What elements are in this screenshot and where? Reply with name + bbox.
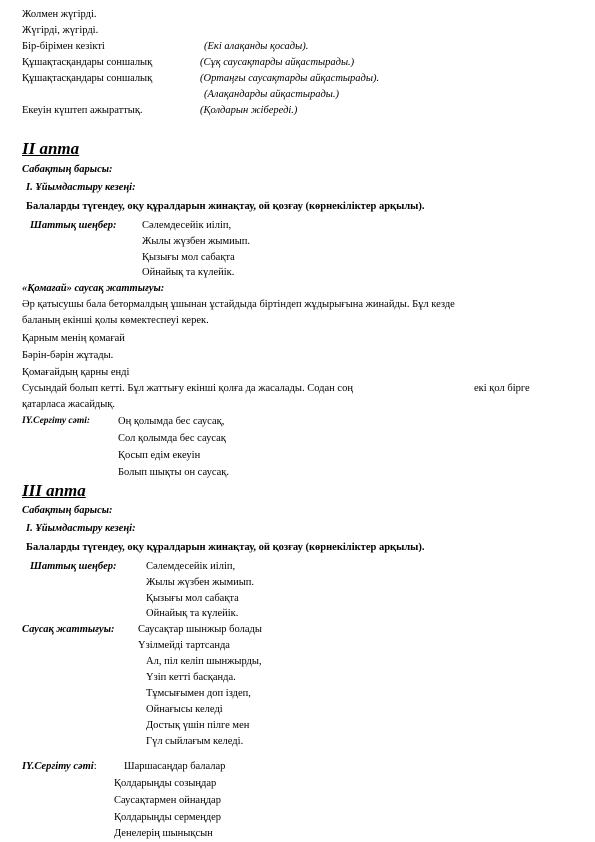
week3-finger-line: Ойнағысы келеді xyxy=(146,704,223,715)
week3-circle-line: Жылы жүзбен жымиып. xyxy=(146,577,255,588)
week3-stage1-text: Балаларды түгендеу, оқу құралдарын жинақтау, ой қозғау (көрнекіліктер арқылы). xyxy=(26,542,425,553)
week3-rest-colon: : xyxy=(93,761,97,772)
week3-stage1-title: І. Ұйымдастыру кезеңі: xyxy=(26,523,136,534)
week3-rest-line: Саусақтармен ойнаңдар xyxy=(114,795,221,806)
week2-heading: ІІ апта xyxy=(22,139,80,158)
intro-note-6: (Алақандарды айқастырады.) xyxy=(204,89,340,100)
week2-circle-line: Ойнайық та күлейік. xyxy=(142,267,235,278)
week2-game-paragraph-1b: баланың екінші қолы көмектеспеуі керек. xyxy=(22,315,209,326)
week2-game-line: Қомағайдың қарны енді xyxy=(22,367,130,378)
week3-rest-line: Қолдарыңды созыңдар xyxy=(114,778,217,789)
week2-circle-line: Жылы жүзбен жымиып. xyxy=(142,236,251,247)
week3-circle-line: Қызығы мол сабақта xyxy=(146,593,239,604)
week3-circle-line: Сәлемдесейік иіліп, xyxy=(146,561,236,572)
week3-rest-label-text: IY.Сергіту сәті xyxy=(22,761,94,772)
week3-finger-line: Үзілмейді тартсанда xyxy=(138,640,230,651)
week2-game-paragraph-2a: Сусындай болып кетті. Бұл жаттығу екінші қолға да жасалады. Содан соң xyxy=(22,383,353,394)
intro-line-1: Жолмен жүгірді. xyxy=(22,9,97,20)
week2-circle-line: Сәлемдесейік иіліп, xyxy=(142,220,232,231)
week2-circle-label: Шаттық шеңбер: xyxy=(30,220,117,231)
intro-note-4: (Сұқ саусақтарды айқастырады.) xyxy=(200,57,355,68)
week2-game-title: «Қомағай» саусақ жаттығуы: xyxy=(22,283,165,294)
week2-rest-label: IY.Сергіту сәті: xyxy=(22,416,91,426)
week3-rest-line: Шаршасаңдар балалар xyxy=(124,761,226,772)
week3-finger-line: Тұмсығымен доп іздеп, xyxy=(146,688,251,699)
week3-finger-line: Үзіп кетті басқанда. xyxy=(146,672,236,683)
intro-line-4: Құшақтасқандары соншалық xyxy=(22,57,153,68)
week2-stage1-title: І. Ұйымдастыру кезеңі: xyxy=(26,182,136,193)
week3-circle-label: Шаттық шеңбер: xyxy=(30,561,117,572)
week2-game-line: Бәрін-бәрін жұтады. xyxy=(22,350,114,361)
intro-note-5: (Ортаңғы саусақтарды айқастырады). xyxy=(200,73,380,84)
week3-finger-label: Саусақ жаттығуы: xyxy=(22,624,115,635)
intro-line-2: Жүгірді, жүгірді. xyxy=(22,25,99,36)
intro-note-3: (Екі алақанды қосады). xyxy=(204,41,309,52)
week3-rest-line: Қолдарыңды сермеңдер xyxy=(114,812,222,823)
week3-heading: ІІІ апта xyxy=(22,481,86,500)
week2-game-paragraph-1a: Әр қатысушы бала бетормалдың ұшынан ұстайдыда біртіндеп жұдырығына жинайды. Бұл кезде xyxy=(22,299,455,310)
week2-circle-line: Қызығы мол сабақта xyxy=(142,252,235,263)
week3-finger-line: Ал, піл келіп шынжырды, xyxy=(146,656,262,667)
week3-rest-line: Денелерің шынықсын xyxy=(114,828,213,839)
week2-rest-line: Болып шықты он саусақ. xyxy=(118,467,230,478)
week2-rest-line: Оң қолымда бес саусақ, xyxy=(118,416,225,427)
week2-game-line: Қарным менің қомағай xyxy=(22,333,125,344)
week3-finger-line: Саусақтар шынжыр болады xyxy=(138,624,262,635)
week2-game-paragraph-2b: екі қол бірге xyxy=(474,383,530,394)
week2-lesson-title: Сабақтың барысы: xyxy=(22,164,113,175)
intro-line-3: Бір-бірімен кезікті xyxy=(22,41,105,52)
week3-finger-line: Достық үшін пілге мен xyxy=(146,720,250,731)
week2-rest-line: Қосып едім екеуін xyxy=(118,450,201,461)
intro-line-5: Құшақтасқандары соншалық xyxy=(22,73,153,84)
intro-line-7: Екеуін күштеп ажыраттық. xyxy=(22,105,143,116)
intro-note-7: (Қолдарын жібереді.) xyxy=(200,105,298,116)
week3-finger-line: Гүл сыйлағым келеді. xyxy=(146,736,244,747)
week3-rest-label xyxy=(22,760,97,773)
week2-game-paragraph-2c: қатарласа жасайдық. xyxy=(22,399,116,410)
week3-circle-line: Ойнайық та күлейік. xyxy=(146,608,239,619)
week2-rest-line: Сол қолымда бес саусақ xyxy=(118,433,226,444)
week2-stage1-text: Балаларды түгендеу, оқу құралдарын жинақтау, ой қозғау (көрнекіліктер арқылы). xyxy=(26,201,425,212)
week3-lesson-title: Сабақтың барысы: xyxy=(22,505,113,516)
